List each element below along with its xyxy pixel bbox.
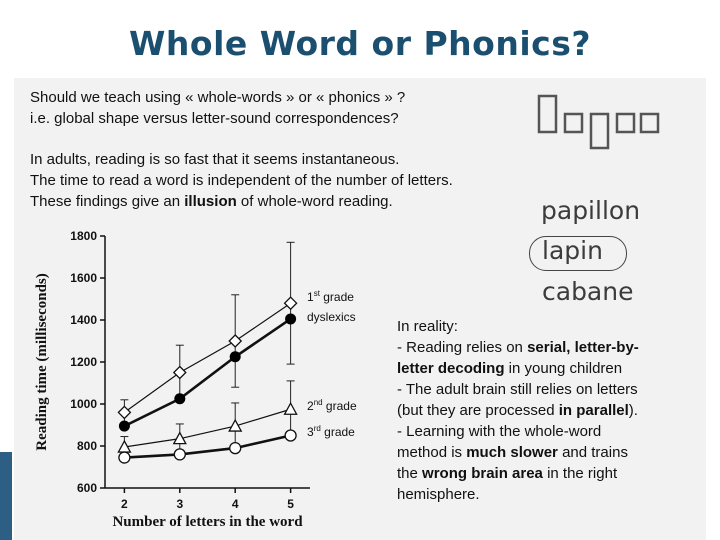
- word-cabane: cabane: [542, 277, 634, 306]
- data-point: [118, 406, 130, 418]
- data-point: [285, 403, 297, 414]
- intro-line-1: Should we teach using « whole-words » or « phonics » ?: [30, 89, 406, 106]
- reality-heading: In reality:: [397, 318, 458, 335]
- x-tick-label: 2: [121, 497, 128, 511]
- reading-time-chart: [30, 225, 375, 535]
- reality-line-1: - Reading relies on serial, letter-by-: [397, 339, 639, 356]
- word-lapin: lapin: [542, 236, 603, 265]
- y-tick-label: 1200: [70, 355, 97, 369]
- series-label: 3rd grade: [307, 424, 355, 439]
- reality-line-5: - Learning with the whole-word: [397, 423, 602, 440]
- data-point: [229, 335, 241, 347]
- data-point: [230, 351, 241, 362]
- data-point: [174, 449, 185, 460]
- data-point: [230, 443, 241, 454]
- intro-line-2: i.e. global shape versus letter-sound correspondences?: [30, 110, 399, 127]
- y-tick-label: 600: [76, 481, 97, 495]
- series-label: dyslexics: [307, 310, 356, 324]
- reality-line-6: method is much slower and trains: [397, 444, 628, 461]
- y-tick-label: 1800: [70, 229, 97, 243]
- data-point: [119, 452, 130, 463]
- x-axis-label: Number of letters in the word: [112, 514, 303, 530]
- reality-line-8: hemisphere.: [397, 486, 480, 503]
- x-tick-label: 4: [231, 497, 239, 511]
- page-title: Whole Word or Phonics?: [129, 24, 591, 63]
- y-axis-label: Reading time (milliseconds): [34, 273, 50, 451]
- y-tick-label: 800: [76, 439, 97, 453]
- adults-line-3: These findings give an illusion of whole-word reading.: [30, 193, 393, 210]
- reality-line-3: - The adult brain still relies on letters: [397, 381, 638, 398]
- x-tick-label: 5: [287, 497, 294, 511]
- reality-line-7: the wrong brain area in the right: [397, 465, 618, 482]
- y-tick-label: 1000: [70, 397, 97, 411]
- data-point: [174, 393, 185, 404]
- adults-paragraph: [30, 149, 453, 212]
- word-papillon: papillon: [541, 196, 641, 225]
- illusion-emphasis: illusion: [184, 193, 237, 210]
- data-point: [285, 297, 297, 309]
- reality-line-2: letter decoding in young children: [397, 360, 623, 377]
- data-point: [174, 367, 186, 379]
- accent-bar: [0, 452, 12, 540]
- intro-paragraph: [30, 87, 405, 129]
- adults-line-2: The time to read a word is independent of the number of letters.: [30, 172, 453, 189]
- word-shape-icon: [537, 94, 667, 150]
- data-point: [285, 430, 296, 441]
- series-label: 1st grade: [307, 289, 354, 304]
- y-tick-label: 1600: [70, 271, 97, 285]
- reality-line-4: (but they are processed in parallel).: [397, 402, 638, 419]
- data-point: [229, 420, 241, 431]
- series-line: [124, 303, 290, 412]
- series-line: [124, 319, 290, 426]
- y-tick-label: 1400: [70, 313, 97, 327]
- reality-paragraph: [397, 316, 639, 505]
- series-line: [124, 436, 290, 458]
- x-tick-label: 3: [176, 497, 184, 511]
- data-point: [119, 421, 130, 432]
- adults-line-1: In adults, reading is so fast that it seems instantaneous.: [30, 151, 400, 168]
- series-label: 2nd grade: [307, 398, 357, 413]
- data-point: [285, 313, 296, 324]
